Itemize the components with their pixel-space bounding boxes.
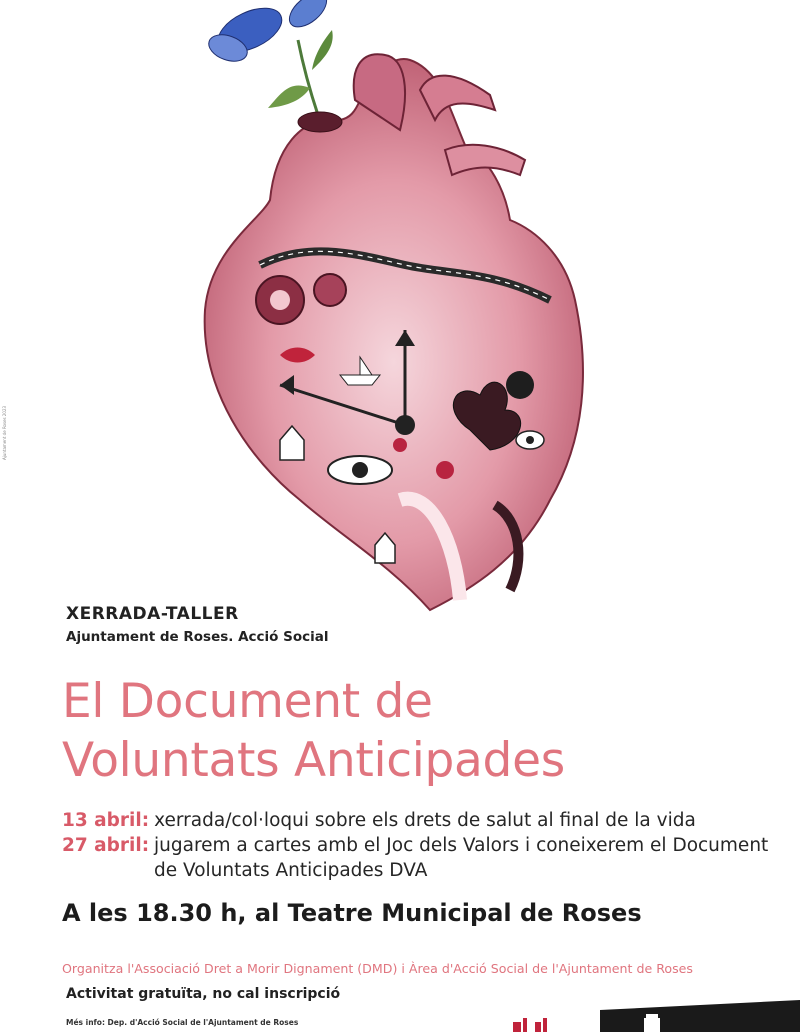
blue-flower <box>205 0 332 66</box>
organizer-line: Ajuntament de Roses. Acció Social <box>66 629 329 645</box>
schedule-date: 13 abril: <box>62 810 150 831</box>
anatomical-heart-illustration <box>190 0 590 640</box>
title-line-2: Voluntats Anticipades <box>62 733 565 788</box>
credit-vertical <box>2 380 10 460</box>
time-and-place: A les 18.30 h, al Teatre Municipal de Roses <box>62 899 642 927</box>
page-title <box>62 672 782 790</box>
free-note: Activitat gratuïta, no cal inscripció <box>66 986 341 1002</box>
more-info: Més info: Dep. d'Acció Social de l'Ajuntament de Roses <box>66 1018 299 1027</box>
schedule-text: jugarem a cartes amb el Joc dels Valors i coneixerem el Document de Voluntats Anticipades DVA <box>154 835 769 881</box>
organized-by: Organitza l'Associació Dret a Morir Dignament (DMD) i Àrea d'Acció Social de l'Ajuntament de Roses <box>62 961 693 976</box>
schedule-item <box>62 808 782 833</box>
event-kicker: XERRADA-TALLER <box>66 604 239 624</box>
dmd-logo <box>505 1018 565 1032</box>
ajuntament-banner <box>600 1000 800 1032</box>
title-line-1: El Document de <box>62 674 433 729</box>
schedule-text: xerrada/col·loqui sobre els drets de salut al final de la vida <box>154 810 696 831</box>
credit-text: Ajuntament de Roses 2023 <box>2 405 7 460</box>
schedule-item <box>62 833 782 883</box>
coat-of-arms-icon <box>644 1014 660 1032</box>
schedule-date: 27 abril: <box>62 835 150 856</box>
schedule-list <box>62 808 782 883</box>
